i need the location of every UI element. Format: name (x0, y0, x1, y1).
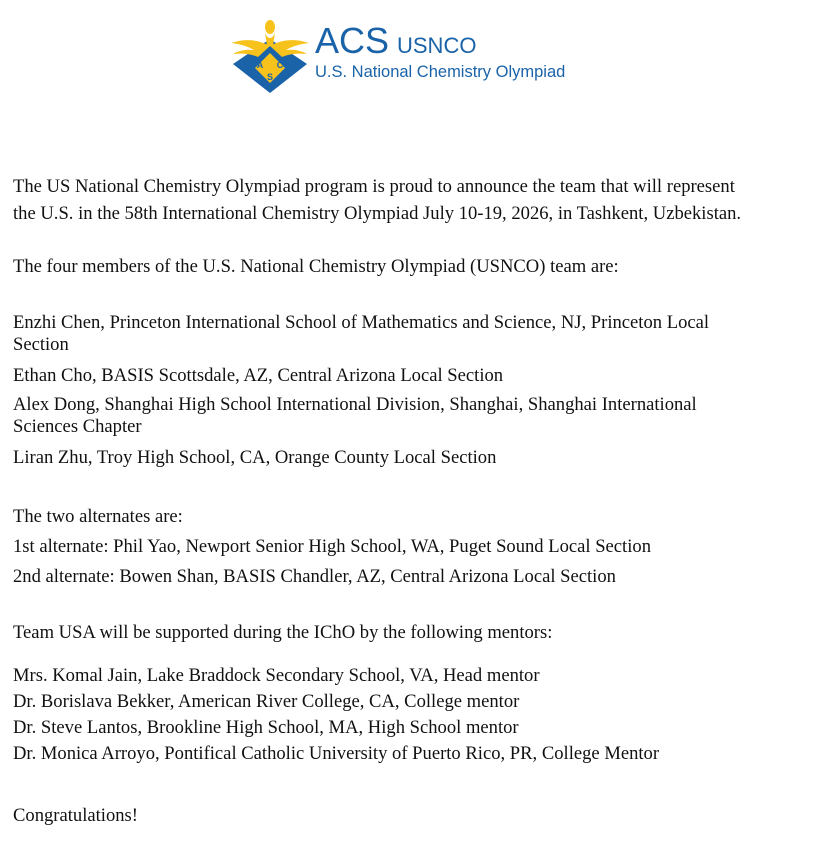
eagle-head-icon (265, 20, 275, 34)
closing: Congratulations! (13, 805, 138, 826)
mentor-3: Dr. Steve Lantos, Brookline High School, MA, High School mentor (13, 717, 519, 738)
alternates-heading: The two alternates are: (13, 506, 183, 527)
team-member-3-line-2: Sciences Chapter (13, 416, 142, 437)
intro-line-2: the U.S. in the 58th International Chemistry Olympiad July 10-19, 2026, in Tashkent, Uzbekistan. (13, 203, 742, 224)
logo-usnco-text: USNCO (397, 33, 477, 58)
mentor-1: Mrs. Komal Jain, Lake Braddock Secondary School, VA, Head mentor (13, 665, 540, 686)
logo-full-name: U.S. National Chemistry Olympiad (315, 63, 566, 81)
team-member-4: Liran Zhu, Troy High School, CA, Orange County Local Section (13, 447, 497, 468)
acs-usnco-logo (229, 16, 589, 96)
intro-line-1: The US National Chemistry Olympiad program is proud to announce the team that will represent (13, 176, 735, 197)
alternate-1: 1st alternate: Phil Yao, Newport Senior High School, WA, Puget Sound Local Section (13, 536, 651, 557)
mentor-2: Dr. Borislava Bekker, American River College, CA, College mentor (13, 691, 520, 712)
emblem-letter-c: C (276, 60, 284, 70)
team-member-1-line-2: Section (13, 334, 69, 355)
team-heading: The four members of the U.S. National Chemistry Olympiad (USNCO) team are: (13, 256, 619, 277)
team-member-1-line-1: Enzhi Chen, Princeton International School of Mathematics and Science, NJ, Princeton Local (13, 312, 710, 333)
alternate-2: 2nd alternate: Bowen Shan, BASIS Chandler, AZ, Central Arizona Local Section (13, 566, 616, 587)
logo-acs-text: ACS (315, 20, 390, 61)
acs-usnco-logo-graphic (229, 16, 589, 96)
emblem-letter-s: S (266, 72, 274, 82)
mentors-heading: Team USA will be supported during the IChO by the following mentors: (13, 622, 553, 643)
mentor-4: Dr. Monica Arroyo, Pontifical Catholic University of Puerto Rico, PR, College Mentor (13, 743, 660, 764)
team-member-3-line-1: Alex Dong, Shanghai High School International Division, Shanghai, Shanghai International (13, 394, 697, 415)
team-member-2: Ethan Cho, BASIS Scottsdale, AZ, Central Arizona Local Section (13, 365, 504, 386)
emblem-letter-a: A (256, 60, 264, 70)
